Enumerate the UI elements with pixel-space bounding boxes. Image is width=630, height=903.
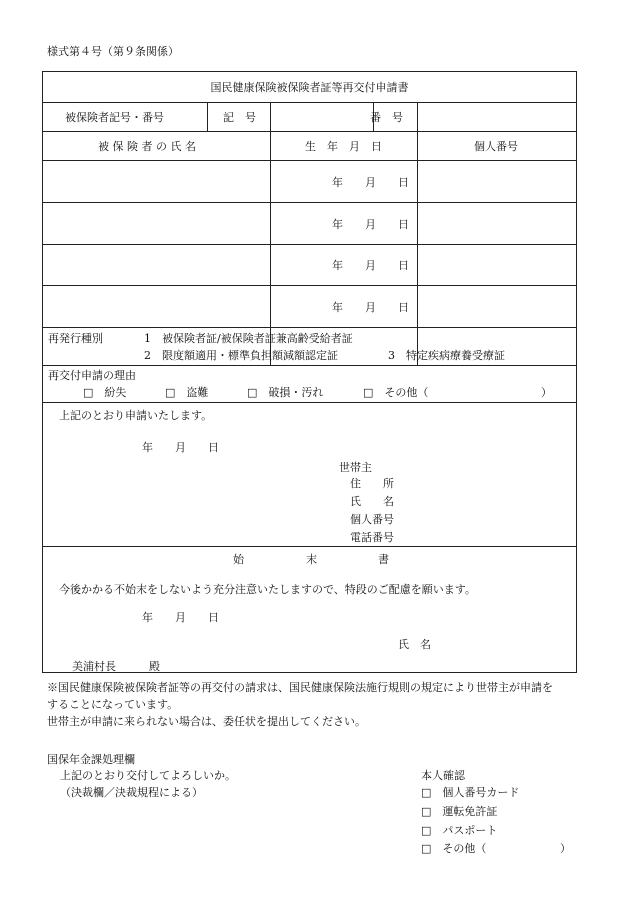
rule [43,402,576,403]
mynumber-label: 個人番号 [350,513,394,526]
note-line-1: ※国民健康保険被保険者証等の再交付の請求は、国民健康保険法施行規則の規定により世帯主が申請を [47,681,553,694]
id-passport: □ パスポート [421,824,498,837]
kigou-label: 記 号 [223,111,256,124]
insured-name-label: 被 保 険 者 の 氏 名 [98,140,196,153]
form-number: 様式第４号（第９条関係） [47,45,179,58]
id-other: □ その他（ [421,842,487,855]
office-section-title: 国保年金課処理欄 [47,753,135,766]
id-drivers-license: □ 運転免許証 [421,805,498,818]
form-title: 国民健康保険被保険者証等再交付申請書 [210,81,409,94]
rule [43,202,576,203]
apology-title-2: 末 [306,553,317,566]
reason-damaged: □ 破損・汚れ [247,386,324,399]
rule [43,365,576,366]
birthdate-label: 生 年 月 日 [305,140,382,153]
personal-number-label: 個人番号 [474,140,518,153]
application-form [42,71,577,673]
id-mynumber-card: □ 個人番号カード [421,786,520,799]
rule [207,102,208,131]
birthdate-field: 年 月 日 [332,176,409,189]
bangou-label: 番 号 [370,111,403,124]
birthdate-field: 年 月 日 [332,259,409,272]
apology-name-label: 氏 名 [398,638,431,651]
apply-statement: 上記のとおり申請いたします。 [59,409,213,422]
note-line-3: 世帯主が申請に来られない場合は、委任状を提出してください。 [47,715,366,728]
apply-date: 年 月 日 [142,441,219,454]
apology-title-1: 始 [233,553,244,566]
reissue-option-3: 3 特定疾病療養受療証 [388,349,505,362]
rule [43,546,576,547]
household-head-label: 世帯主 [339,461,372,474]
rule [43,327,576,328]
birthdate-field: 年 月 日 [332,301,409,314]
name-label: 氏 名 [350,495,394,508]
reissue-option-2: 2 限度額適用・標準負担額減額認定証 [144,349,338,362]
addressee: 美浦村長 殿 [72,660,160,673]
rule [417,102,418,365]
identity-check-title: 本人確認 [421,769,465,782]
birthdate-field: 年 月 日 [332,218,409,231]
apology-text: 今後かかる不始末をしないよう充分注意いたしますので、特段のご配慮を願います。 [59,583,476,596]
id-other-close: ） [560,842,571,855]
rule [43,131,576,132]
phone-label: 電話番号 [350,531,394,544]
reissue-option-1: 1 被保険者証/被保険者証兼高齢受給者証 [144,332,353,345]
rule [270,102,271,365]
rule [43,102,576,103]
reason-stolen: □ 盗難 [165,386,209,399]
office-approval-note: （決裁欄／決裁規程による） [60,786,203,799]
rule [43,160,576,161]
reissue-type-label: 再発行種別 [48,332,103,345]
reason-label: 再交付申請の理由 [48,369,136,382]
rule [43,244,576,245]
insured-number-label: 被保険者記号・番号 [65,111,164,124]
apology-title-3: 書 [378,553,389,566]
reason-other-close: ） [541,386,552,399]
rule [43,285,576,286]
note-line-2: することになっています。 [47,698,179,711]
reason-lost: □ 紛失 [83,386,127,399]
office-approval-text: 上記のとおり交付してよろしいか。 [60,769,236,782]
apology-date: 年 月 日 [142,611,219,624]
reason-other: □ その他（ [363,386,429,399]
address-label: 住 所 [350,477,394,490]
